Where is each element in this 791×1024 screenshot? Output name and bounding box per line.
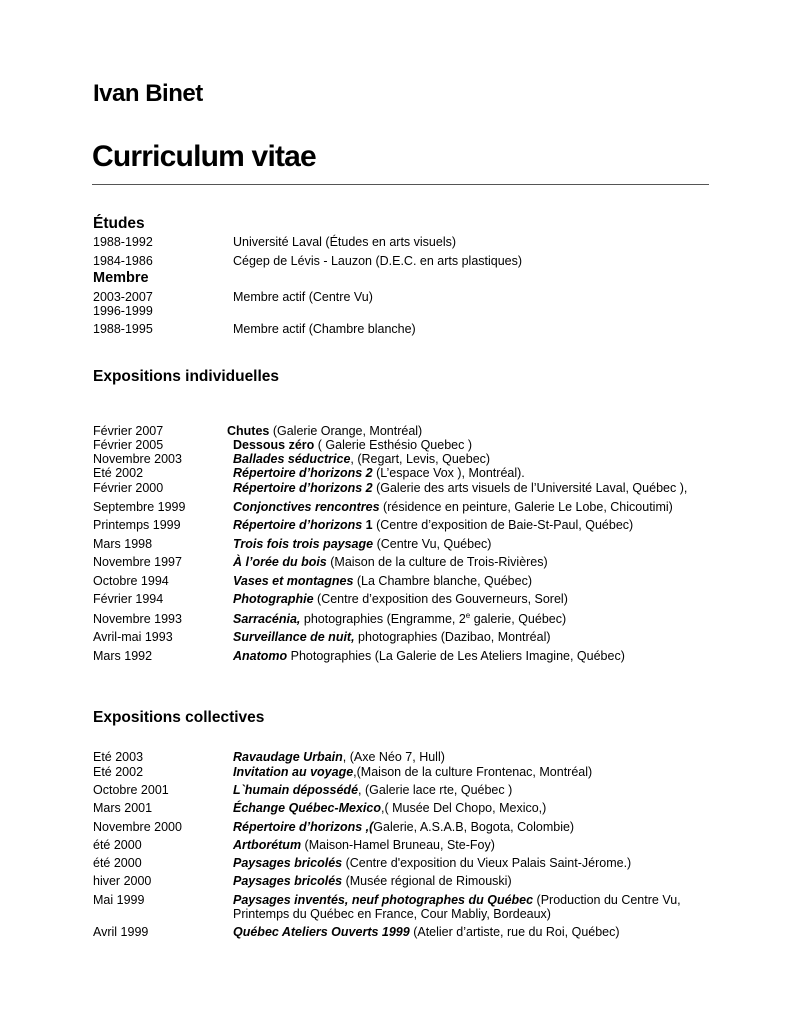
item-date: 2003-2007 xyxy=(93,290,153,304)
exhibition-venue: (résidence en peinture, Galerie Le Lobe, Chicoutimi) xyxy=(379,500,673,514)
section-heading-membre: Membre xyxy=(93,270,149,286)
exhibition-venue: ( Galerie Esthésio Quebec ) xyxy=(314,438,472,452)
item-text: Université Laval (Études en arts visuels) xyxy=(233,235,457,249)
section-heading-etudes: Études xyxy=(93,215,145,232)
exhibition-title: Dessous zéro xyxy=(233,438,315,452)
item-date: Novembre 2000 xyxy=(93,820,182,834)
exhibition-title: Conjonctives rencontres xyxy=(233,500,380,514)
item-date: Mai 1999 xyxy=(93,893,145,907)
exhibition-title: Répertoire d’horizons 2 xyxy=(233,481,373,495)
item-date: 1988-1992 xyxy=(93,235,153,249)
item-date: 1996-1999 xyxy=(93,304,153,318)
exhibition-venue: (Musée régional de Rimouski) xyxy=(342,874,512,888)
exhibition-venue: (L’espace Vox ), Montréal). xyxy=(372,466,525,480)
item-date: hiver 2000 xyxy=(93,874,152,888)
item-date: Novembre 2003 xyxy=(93,452,182,466)
exhibition-title: Répertoire d’horizons 2 xyxy=(233,466,373,480)
exhibition-title: Québec Ateliers Ouverts 1999 xyxy=(233,925,410,939)
exhibition-venue: (Centre d’exposition de Baie-St-Paul, Québec) xyxy=(372,518,634,532)
item-date: Février 2005 xyxy=(93,438,164,452)
item-date: Février 1994 xyxy=(93,592,164,606)
exhibition-venue: (Atelier d’artiste, rue du Roi, Québec) xyxy=(409,925,620,939)
exhibition-number: 1 xyxy=(362,518,373,532)
exhibition-venue: (Maison-Hamel Bruneau, Ste-Foy) xyxy=(301,838,495,852)
exhibition-venue: ,( Musée Del Chopo, Mexico,) xyxy=(380,801,547,815)
exhibition-title: Anatomo xyxy=(233,649,288,663)
exhibition-title: Vases et montagnes xyxy=(233,574,354,588)
exhibition-title: Répertoire d’horizons ,( xyxy=(233,820,374,834)
item-date: Avril-mai 1993 xyxy=(93,630,173,644)
item-date: Novembre 1993 xyxy=(93,612,182,626)
exhibition-venue: (Centre d'exposition du Vieux Palais Saint-Jérome.) xyxy=(342,856,632,870)
author-name: Ivan Binet xyxy=(93,80,203,107)
item-date: 1988-1995 xyxy=(93,322,153,336)
exhibition-venue: , (Regart, Levis, Quebec) xyxy=(350,452,491,466)
item-text: Membre actif (Centre Vu) xyxy=(233,290,373,304)
exhibition-title: Artborétum xyxy=(233,838,302,852)
exhibition-title: Paysages bricolés xyxy=(233,874,343,888)
item-text: Membre actif (Chambre blanche) xyxy=(233,322,416,336)
exhibition-title: Paysages bricolés xyxy=(233,856,343,870)
exhibition-venue: (Maison de la culture de Trois-Rivières) xyxy=(326,555,548,569)
item-date: été 2000 xyxy=(93,856,142,870)
exhibition-venue: Galerie, A.S.A.B, Bogota, Colombie) xyxy=(373,820,575,834)
exhibition-title: Ravaudage Urbain xyxy=(233,750,343,764)
exhibition-title: Trois fois trois paysage xyxy=(233,537,374,551)
exhibition-venue: , (Axe Néo 7, Hull) xyxy=(342,750,445,764)
exhibition-title: Répertoire d’horizons xyxy=(233,518,363,532)
exhibition-venue: (Centre Vu, Québec) xyxy=(373,537,492,551)
item-date: Mars 1998 xyxy=(93,537,153,551)
item-date: été 2000 xyxy=(93,838,142,852)
exhibition-title: Surveillance de nuit, xyxy=(233,630,355,644)
exhibition-title: Paysages inventés, neuf photographes du Québec xyxy=(233,893,534,907)
exhibition-venue: (Production du Centre Vu, Printemps du Québec en France, Cour Mabliy, Bordeaux) xyxy=(233,893,681,921)
exhibition-title: Invitation au voyage xyxy=(233,765,354,779)
exhibition-title: L`humain dépossédé xyxy=(233,783,359,797)
item-text: Cégep de Lévis - Lauzon (D.E.C. en arts plastiques) xyxy=(233,254,523,268)
exhibition-title: Ballades séductrice xyxy=(233,452,351,466)
section-heading-collectives: Expositions collectives xyxy=(93,709,265,726)
exhibition-venue: photographies (Engramme, 2 xyxy=(300,612,466,626)
item-date: Mars 1992 xyxy=(93,649,153,663)
item-date: 1984-1986 xyxy=(93,254,153,268)
item-date: Octobre 2001 xyxy=(93,783,169,797)
exhibition-venue: Photographies (La Galerie de Les Ateliers Imagine, Québec) xyxy=(287,649,625,663)
item-date: Septembre 1999 xyxy=(93,500,186,514)
exhibition-venue: , (Galerie lace rte, Québec ) xyxy=(358,783,513,797)
list-item xyxy=(93,893,723,923)
item-date: Février 2000 xyxy=(93,481,164,495)
item-date: Novembre 1997 xyxy=(93,555,182,569)
exhibition-title: Chutes xyxy=(227,424,270,438)
exhibition-venue: (Centre d’exposition des Gouverneurs, Sorel) xyxy=(313,592,568,606)
exhibition-venue: ,(Maison de la culture Frontenac, Montréal) xyxy=(353,765,593,779)
item-date: Eté 2002 xyxy=(93,466,144,480)
section-heading-individuelles: Expositions individuelles xyxy=(93,368,280,385)
item-date: Printemps 1999 xyxy=(93,518,181,532)
exhibition-venue: (Galerie des arts visuels de l’Université Laval, Québec ), xyxy=(372,481,688,495)
exhibition-venue: (La Chambre blanche, Québec) xyxy=(353,574,532,588)
exhibition-venue: photographies (Dazibao, Montréal) xyxy=(354,630,551,644)
exhibition-title: Échange Québec-Mexico xyxy=(233,801,381,815)
exhibition-venue: (Galerie Orange, Montréal) xyxy=(269,424,423,438)
exhibition-title: Photographie xyxy=(233,592,314,606)
item-date: Eté 2003 xyxy=(93,750,144,764)
superscript: e xyxy=(465,611,471,620)
item-date: Mars 2001 xyxy=(93,801,153,815)
item-date: Février 2007 xyxy=(93,424,164,438)
exhibition-title: Sarracénia, xyxy=(233,612,301,626)
exhibition-venue-end: galerie, Québec) xyxy=(470,612,567,626)
exhibition-title: À l’orée du bois xyxy=(233,555,327,569)
document-title: Curriculum vitae xyxy=(92,140,316,173)
item-date: Avril 1999 xyxy=(93,925,149,939)
item-date: Eté 2002 xyxy=(93,765,144,779)
item-date: Octobre 1994 xyxy=(93,574,169,588)
title-divider xyxy=(92,184,709,185)
